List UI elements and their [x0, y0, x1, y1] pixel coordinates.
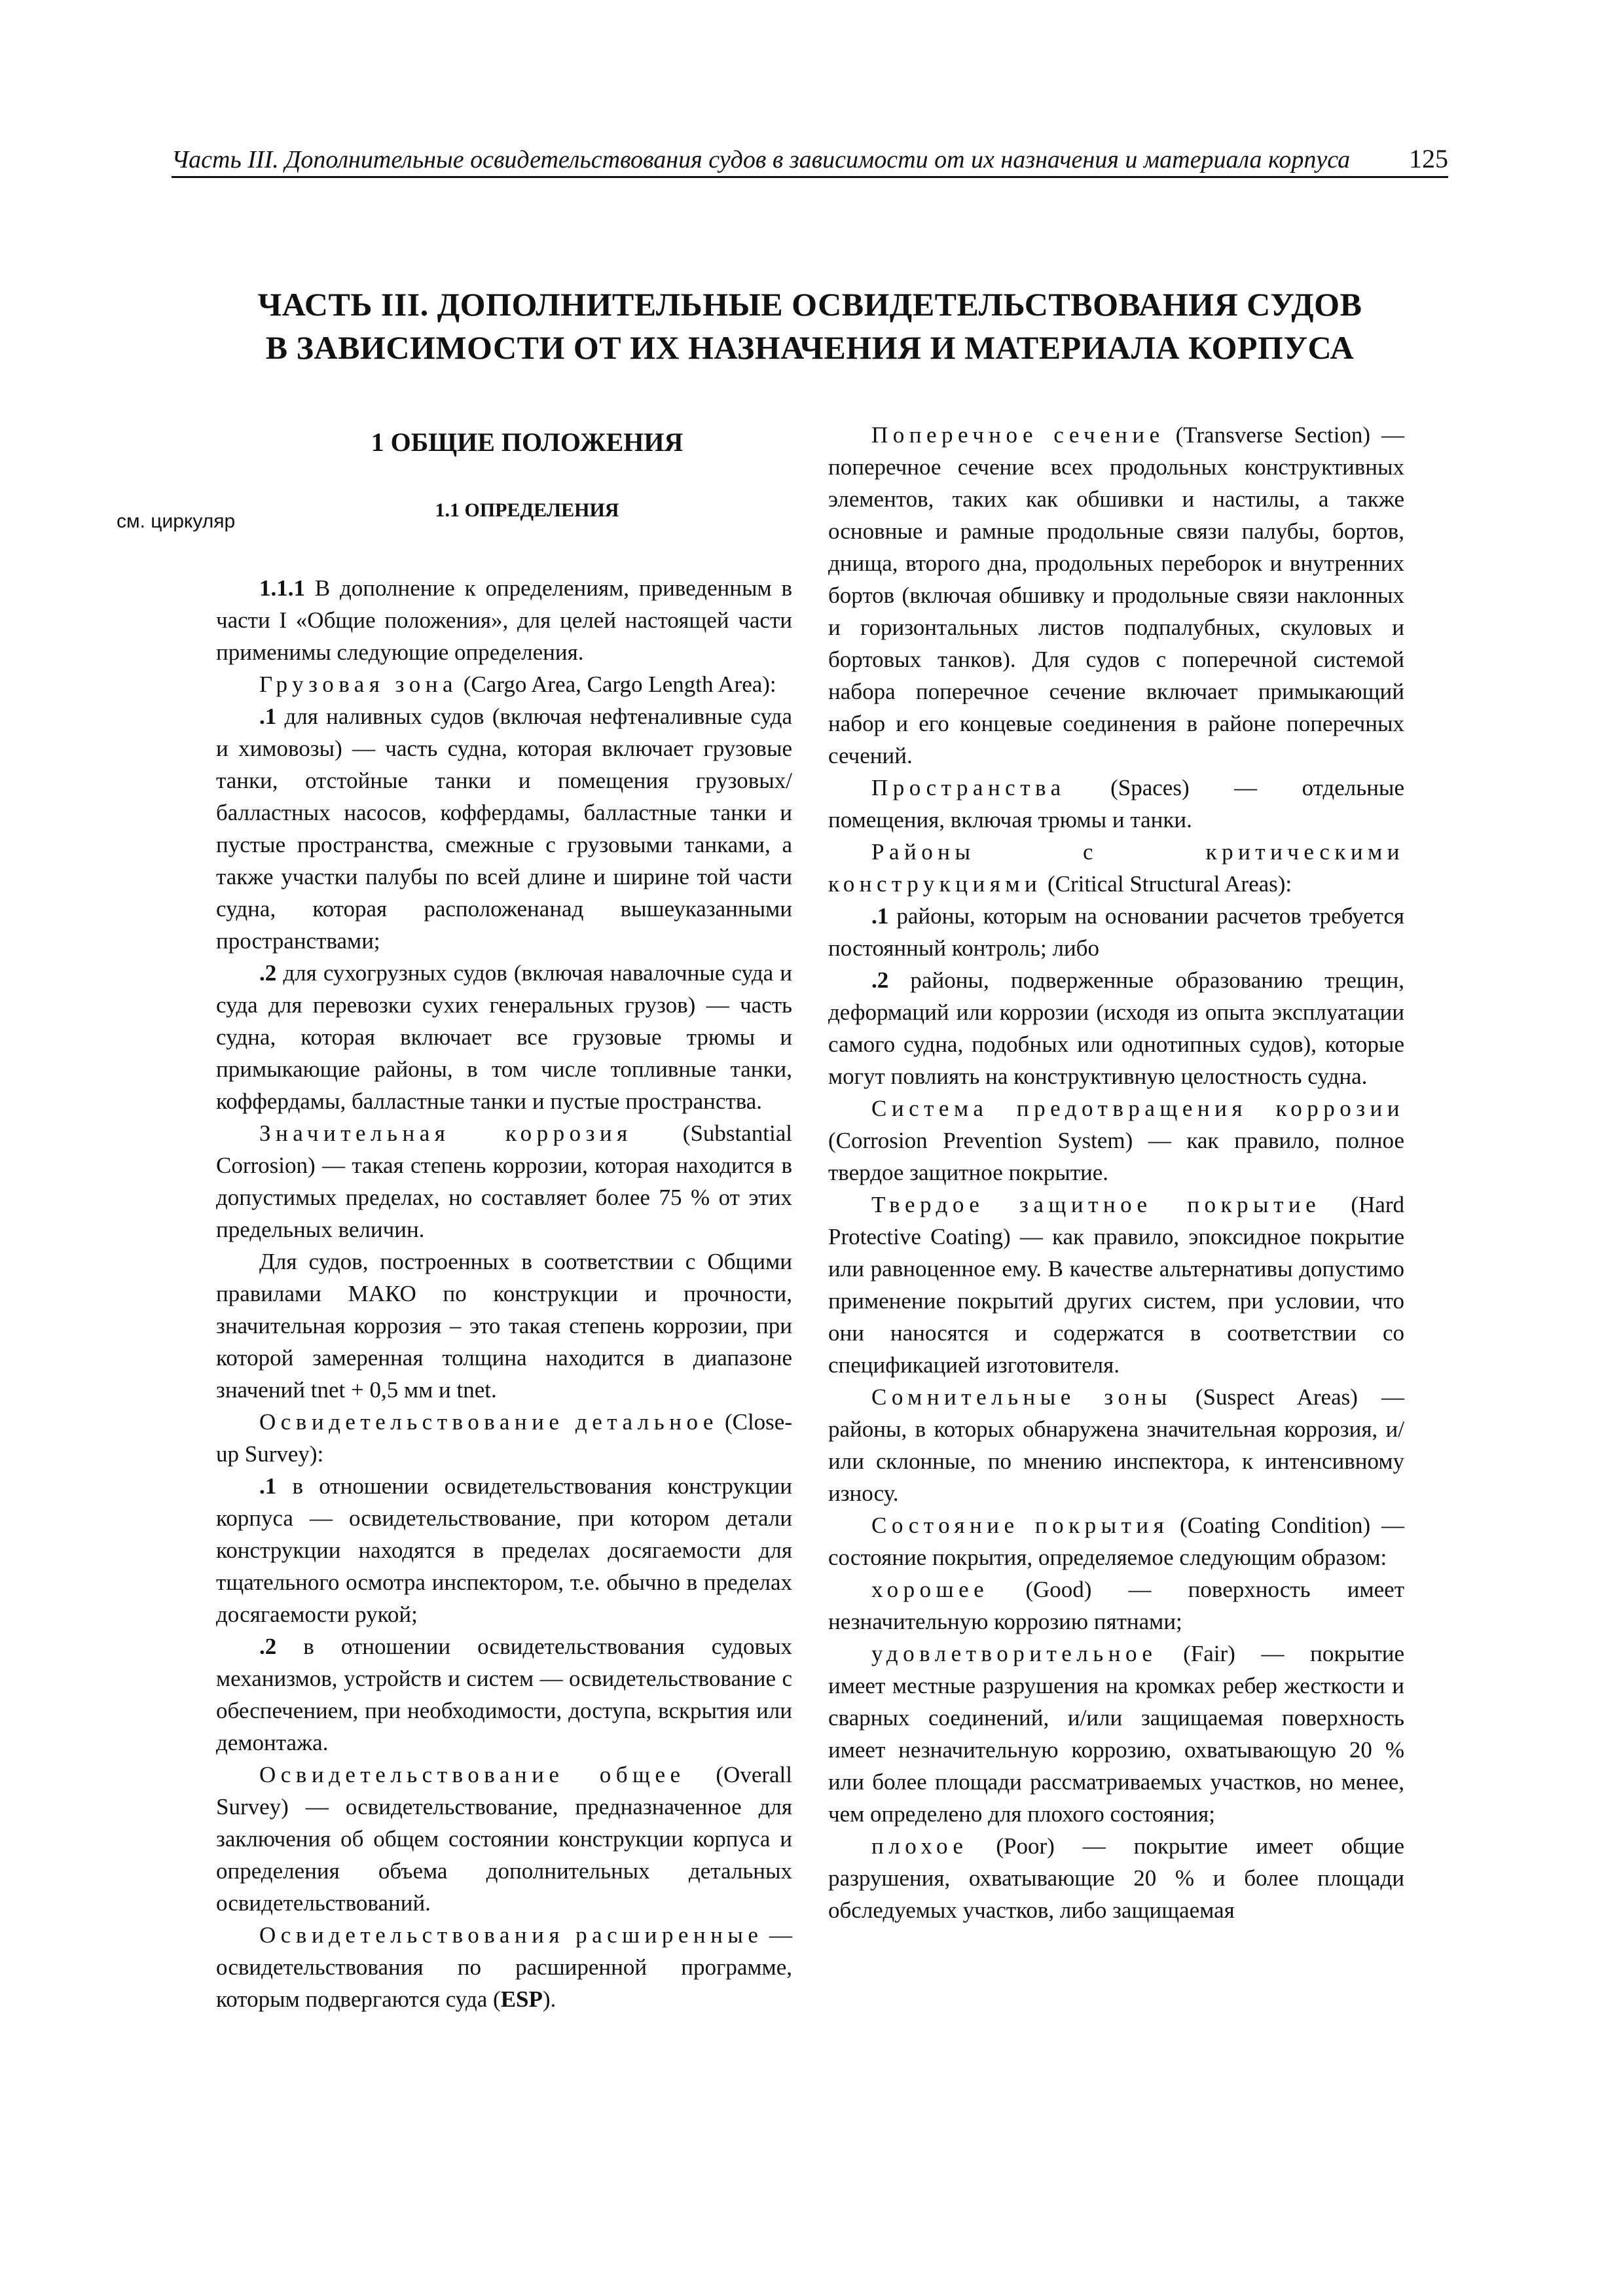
definition-text: (Critical Structural Areas): [1042, 871, 1292, 897]
defined-term: Поперечное сечение [871, 422, 1165, 448]
defined-term: Состояние покрытия [871, 1513, 1169, 1538]
defined-term: Грузовая зона [259, 672, 458, 697]
part-title-line-1: ЧАСТЬ III. ДОПОЛНИТЕЛЬНЫЕ ОСВИДЕТЕЛЬСТВОВАНИЯ СУДОВ [257, 286, 1362, 323]
definition-text: (Close-up Survey): [216, 1409, 792, 1467]
left-column [216, 419, 792, 2015]
part-title-line-2: В ЗАВИСИМОСТИ ОТ ИХ НАЗНАЧЕНИЯ И МАТЕРИАЛА КОРПУСА [265, 329, 1355, 366]
defined-term: Освидетельствования расширенные [259, 1922, 763, 1948]
item-text: для сухогрузных судов (включая навалочные суда и суда для перевозки сухих генеральных грузов) — часть судна, которая включает все грузовые трюмы и примыкающие районы, в том числе топливные танки, коффердамы, балластные танки и пустые пространства. [216, 960, 792, 1114]
definition [216, 1406, 792, 1470]
definition [216, 668, 792, 700]
definition-text: (Transverse Section) — поперечное сечение всех продольных конструктивных элементов, таких как обшивки и настилы, а также основные и рамные продольные связи палубы, бортов, днища, второго дна, продольных переборок и внутренних бортов (включая обшивку и продольные связи наклонных и горизонтальных листов подпалубных, скуловых и бортовых танков). Для судов с поперечной системой набора поперечное сечение включает примыкающий набор и его концевые соединения в районе поперечных сечений. [828, 422, 1404, 768]
list-item [216, 1630, 792, 1759]
section-heading: 1 ОБЩИЕ ПОЛОЖЕНИЯ [371, 427, 684, 457]
list-item [828, 900, 1404, 964]
defined-term: Твердое защитное покрытие [871, 1192, 1321, 1217]
list-item [828, 964, 1404, 1092]
definition [828, 1638, 1404, 1830]
item-text: для наливных судов (включая нефтеналивные суда и химовозы) — часть судна, которая включает грузовые танки, отстойные танки и помещения грузовых/балластных насосов, коффердамы, балластные танки и пустые пространства, смежные с грузовыми танками, а также участки палубы по всей длине и ширине той части судна, которая расположенанад вышеуказанными пространствами; [216, 704, 792, 954]
definition [828, 419, 1404, 772]
definition [828, 836, 1404, 900]
definition-text: (Overall Survey) — освидетельствование, предназначенное для заключения об общем состоянии конструкции корпуса и определения объема дополнительных детальных освидетельствований. [216, 1762, 792, 1916]
abbreviation: ESP [500, 1986, 543, 2012]
defined-term: Пространства [871, 775, 1066, 800]
margin-note: см. циркуляр [117, 511, 236, 532]
item-text: в отношении освидетельствования судовых механизмов, устройств и систем — освидетельствование с обеспечением, при необходимости, доступа, вскрытия или демонтажа. [216, 1634, 792, 1755]
definition-text: — освидетельствования по расширенной программе, которым подвергаются суда ( [216, 1922, 792, 2012]
subsection-heading: 1.1 ОПРЕДЕЛЕНИЯ [435, 499, 619, 521]
definition [216, 1117, 792, 1246]
definition [216, 1759, 792, 1919]
definition-text: (Fair) — покрытие имеет местные разрушения на кромках ребер жесткости и сварных соединений, и/или защищаемая поверхность имеет незначительную коррозию, охватывающую 20 % или более площади рассматриваемых участков, но менее, чем определено для плохого состояния; [828, 1641, 1404, 1827]
defined-term: Система предотвращения коррозии [871, 1096, 1404, 1121]
item-text: районы, которым на основании расчетов требуется постоянный контроль; либо [828, 903, 1404, 961]
paragraph-text: В дополнение к определениям, приведенным в части I «Общие положения», для целей настоящей части применимы следующие определения. [216, 575, 792, 665]
paragraph: Для судов, построенных в соответствии с Общими правилами МАКО по конструкции и прочности, значительная коррозия – это такая степень коррозии, при которой замеренная толщина находится в диапазоне значений tnet + 0,5 мм и tnet. [216, 1249, 792, 1403]
definition-text-end: ). [542, 1986, 556, 2012]
list-item [216, 1470, 792, 1630]
definition-text: (Substantial Corrosion) — такая степень коррозии, которая находится в допустимых пределах, но составляет более 75 % от этих предельных величин. [216, 1121, 792, 1242]
item-number: .2 [259, 960, 277, 986]
item-number: .1 [259, 704, 277, 729]
list-item [216, 957, 792, 1117]
item-number: .2 [259, 1634, 277, 1659]
defined-term: Сомнительные зоны [871, 1384, 1172, 1410]
defined-term: Освидетельствование общее [259, 1762, 685, 1787]
page-number: 125 [1409, 144, 1448, 173]
clause-number: 1.1.1 [259, 575, 305, 601]
definition [828, 1092, 1404, 1189]
definition-text: (Suspect Areas) — районы, в которых обнаружена значительная коррозия, и/или склонные, по мнению инспектора, к интенсивному износу. [828, 1384, 1404, 1506]
definition [828, 1573, 1404, 1638]
definition [828, 1509, 1404, 1573]
defined-term: Освидетельствование детальное [259, 1409, 718, 1435]
definition [216, 1919, 792, 2015]
definition-text: (Coating Condition) — состояние покрытия, определяемое следующим образом: [828, 1513, 1405, 1570]
running-title: Часть III. Дополнительные освидетельствования судов в зависимости от их назначения и материала корпуса [172, 146, 1351, 173]
item-text: в отношении освидетельствования конструкции корпуса — освидетельствование, при котором детали конструкции находятся в пределах досягаемости для тщательного осмотра инспектором, т.е. обычно в пределах досягаемости рукой; [216, 1473, 792, 1627]
item-number: .2 [871, 967, 889, 993]
definition-text: (Corrosion Prevention System) — как правило, полное твердое защитное покрытие. [828, 1128, 1404, 1185]
defined-term: удовлетворительное [871, 1641, 1158, 1666]
list-item [216, 700, 792, 957]
item-number: .1 [871, 903, 889, 929]
defined-term: Районы с критическими конструкциями [828, 839, 1404, 897]
defined-term: хорошее [871, 1577, 989, 1602]
part-title [172, 283, 1448, 369]
definition [828, 772, 1404, 836]
definition-text: (Good) — поверхность имеет незначительную коррозию пятнами; [828, 1577, 1404, 1634]
definition-text: (Cargo Area, Cargo Length Area): [458, 672, 776, 697]
paragraph [216, 572, 792, 668]
running-header [172, 136, 1448, 178]
defined-term: плохое [871, 1833, 968, 1859]
definition-text: (Poor) — покрытие имеет общие разрушения, охватывающие 20 % и более площади обследуемых участков, либо защищаемая [828, 1833, 1404, 1923]
definition [828, 1381, 1404, 1509]
right-column [828, 419, 1404, 1926]
definition-text: (Hard Protective Coating) — как правило, эпоксидное покрытие или равноценное ему. В качестве альтернативы допустимо применение покрытий других систем, при условии, что они наносятся и содержатся в соответствии со спецификацией изготовителя. [828, 1192, 1405, 1378]
item-text: районы, подверженные образованию трещин, деформаций или коррозии (исходя из опыта эксплуатации самого судна, подобных или однотипных судов), которые могут повлиять на конструктивную целостность судна. [828, 967, 1404, 1089]
item-number: .1 [259, 1473, 277, 1499]
definition [828, 1830, 1404, 1926]
definition [828, 1189, 1404, 1381]
defined-term: Значительная коррозия [259, 1121, 632, 1146]
definition-text: (Spaces) — отдельные помещения, включая трюмы и танки. [828, 775, 1404, 833]
